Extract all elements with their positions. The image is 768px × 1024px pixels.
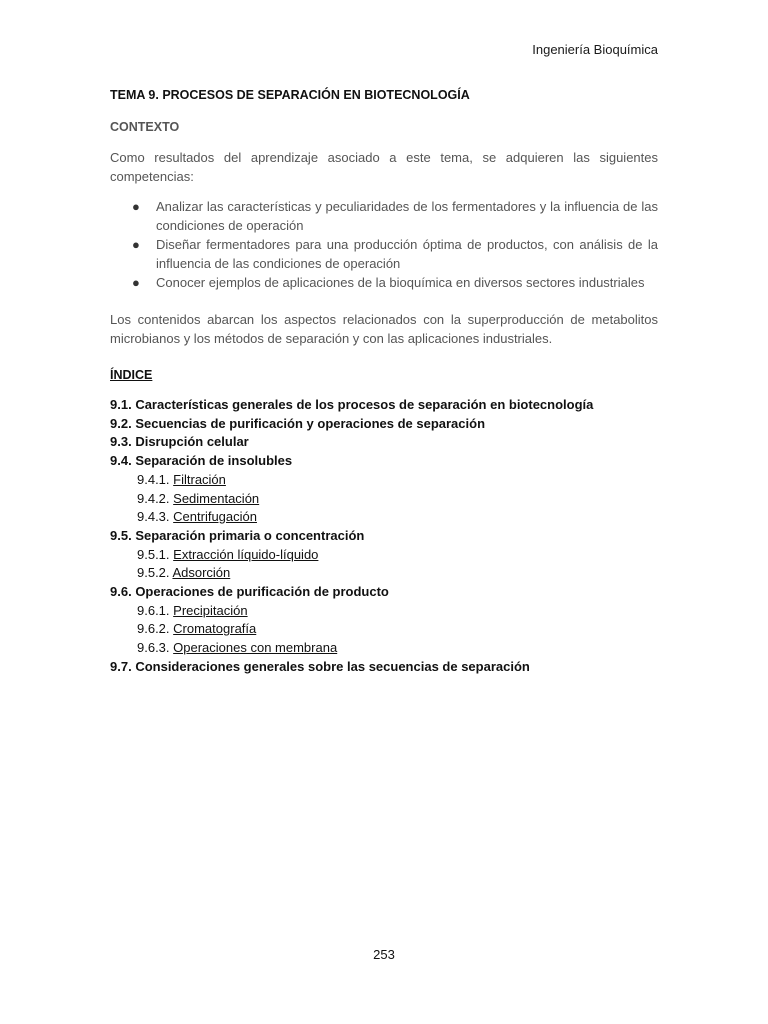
toc-subsection[interactable] (110, 490, 658, 509)
toc-subsection[interactable] (110, 546, 658, 565)
toc-title: Separación primaria o concentración (135, 527, 365, 543)
toc-section (110, 583, 658, 602)
toc-title[interactable]: Precipitación (173, 602, 248, 618)
bullet-icon: ● (132, 275, 140, 290)
toc-section (110, 658, 658, 677)
toc-section (110, 415, 658, 434)
bullet-text: Diseñar fermentadores para una producción óptima de productos, con análisis de la influencia de las condiciones de operación (156, 237, 658, 271)
running-header: Ingeniería Bioquímica (532, 42, 658, 57)
context-intro: Como resultados del aprendizaje asociado a este tema, se adquieren las siguientes competencias: (110, 150, 658, 184)
page-number: 253 (373, 947, 395, 962)
chapter-title: TEMA 9. PROCESOS DE SEPARACIÓN EN BIOTECNOLOGÍA (110, 88, 470, 102)
toc-title[interactable]: Sedimentación (173, 490, 260, 506)
toc-number: 9.4. (110, 453, 132, 469)
toc-title: Operaciones de purificación de producto (135, 584, 389, 600)
competencies-list (110, 197, 658, 292)
toc-number: 9.1. (110, 397, 132, 412)
toc-number: 9.4.2. (137, 490, 170, 506)
list-item (132, 197, 658, 235)
toc-section (110, 433, 658, 452)
bullet-text: Conocer ejemplos de aplicaciones de la bioquímica en diversos sectores industriales (156, 275, 645, 290)
toc-title: Separación de insolubles (135, 453, 293, 469)
context-heading: CONTEXTO (110, 120, 180, 134)
toc-subsection[interactable] (110, 508, 658, 527)
toc-number: 9.4.3. (137, 509, 170, 525)
bullet-text: Analizar las características y peculiaridades de los fermentadores y la influencia de las condiciones de operación (156, 199, 658, 233)
toc-section (110, 396, 658, 415)
toc-title[interactable]: Operaciones con membrana (173, 640, 338, 656)
toc-subsection[interactable] (110, 602, 658, 621)
toc-title[interactable]: Adsorción (172, 565, 231, 581)
toc-title: Disrupción celular (135, 434, 249, 450)
toc-number: 9.5. (110, 527, 132, 543)
toc-section (110, 452, 658, 471)
page-content (110, 86, 658, 677)
toc-number: 9.2. (110, 415, 132, 431)
toc-number: 9.6. (110, 584, 132, 600)
toc-number: 9.6.2. (137, 621, 170, 637)
index-heading: ÍNDICE (110, 368, 153, 382)
table-of-contents (110, 396, 658, 677)
toc-subsection[interactable] (110, 620, 658, 639)
toc-number: 9.5.2. (137, 565, 170, 581)
toc-subsection[interactable] (110, 639, 658, 658)
toc-number: 9.5.1. (137, 546, 170, 562)
toc-subsection[interactable] (110, 564, 658, 583)
toc-section (110, 527, 658, 546)
toc-title[interactable]: Centrifugación (173, 509, 257, 525)
bullet-icon: ● (132, 237, 140, 252)
toc-number: 9.4.1. (137, 471, 170, 487)
toc-subsection[interactable] (110, 471, 658, 490)
toc-title: Secuencias de purificación y operaciones de separación (135, 415, 486, 431)
toc-number: 9.3. (110, 434, 132, 450)
toc-title[interactable]: Extracción líquido-líquido (173, 546, 319, 562)
context-closing: Los contenidos abarcan los aspectos relacionados con la superproducción de metabolitos microbianos y los métodos de separación y con las aplicaciones industriales. (110, 312, 658, 346)
toc-number: 9.6.3. (137, 640, 170, 656)
bullet-icon: ● (132, 199, 140, 214)
toc-number: 9.7. (110, 658, 132, 674)
toc-title: Características generales de los procesos de separación en biotecnología (135, 397, 594, 412)
list-item (132, 235, 658, 273)
toc-number: 9.6.1. (137, 602, 170, 618)
toc-title: Consideraciones generales sobre las secuencias de separación (135, 658, 530, 674)
toc-title[interactable]: Cromatografía (173, 621, 257, 637)
list-item (132, 273, 658, 292)
toc-title[interactable]: Filtración (173, 471, 226, 487)
